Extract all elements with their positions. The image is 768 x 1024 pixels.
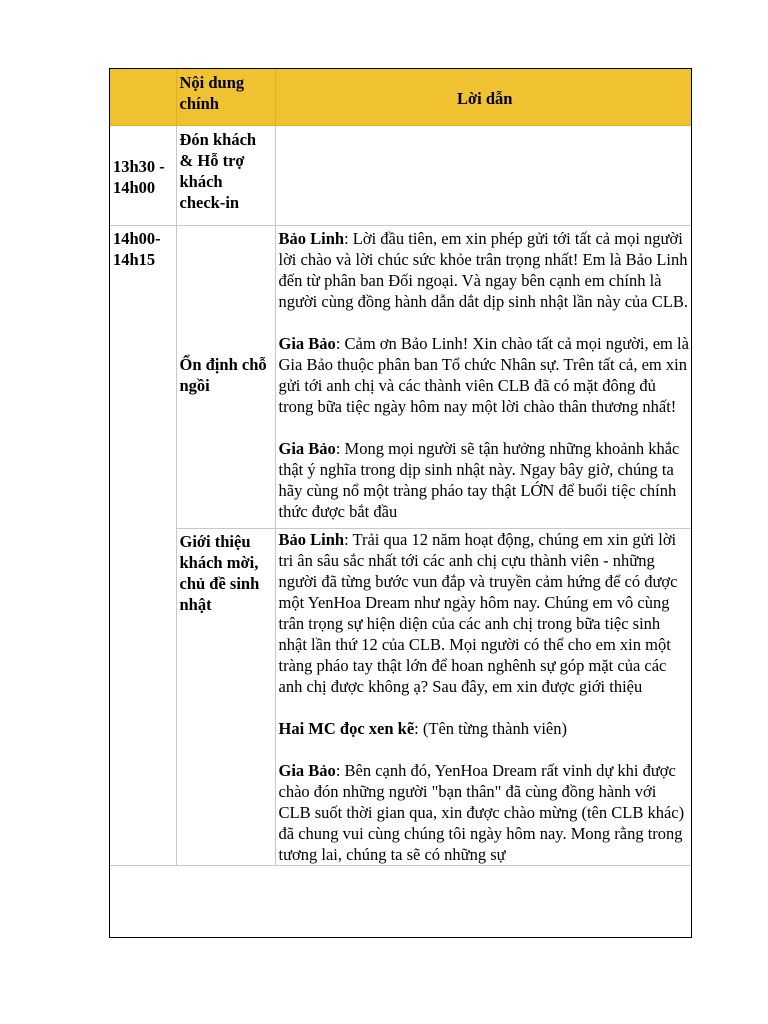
table-row <box>110 125 692 225</box>
header-main-content: Nội dung chính <box>176 69 275 125</box>
header-time <box>110 69 176 125</box>
row-topic: Giới thiệu khách mời, chủ đề sinh nhật <box>176 528 275 865</box>
script-text: : Trải qua 12 năm hoạt động, chúng em xin gửi lời tri ân sâu sắc nhất tới các anh chị cựu thành viên - những người đã từng bước vun đắp và truyền cảm hứng để có được một YenHoa Dream như ngày hôm nay. Chúng em vô cùng trân trọng sự hiện diện của các anh chị trong bữa tiệc sinh nhật lần thứ 12 của CLB. Mọi người có thể cho em xin một tràng pháo tay thật lớn để hoan nghênh sự góp mặt của các anh chị được không ạ? Sau đây, em xin được giới thiệu <box>278 529 678 696</box>
script-text: : Cảm ơn Bảo Linh! Xin chào tất cả mọi người, em là Gia Bảo thuộc phân ban Tổ chức Nhân sự. Trên tất cả, em xin gửi tới anh chị và các thành viên CLB đã có mặt đông đủ trong bữa tiệc ngày hôm nay một lời chào thân thương nhất! <box>278 333 689 416</box>
script-paragraph <box>279 438 692 522</box>
table-row <box>110 225 692 528</box>
row-time <box>110 528 176 865</box>
row-script <box>275 528 692 865</box>
row-time: 13h30 - 14h00 <box>110 125 176 225</box>
speaker-name: Bảo Linh <box>278 529 345 549</box>
script-paragraph <box>279 333 692 417</box>
speaker-name: Hai MC đọc xen kẽ <box>278 718 415 738</box>
row-topic: Đón khách & Hỗ trợ khách check-in <box>176 125 275 225</box>
program-table <box>109 68 692 938</box>
speaker-name: Bảo Linh <box>278 228 345 248</box>
script-text: : Lời đầu tiên, em xin phép gửi tới tất cả mọi người lời chào và lời chúc sức khỏe trân trọng nhất! Em là Bảo Linh đến từ phân ban Đối ngoại. Và ngay bên cạnh em chính là người cùng đồng hành dẫn dắt dịp sinh nhật lần này của CLB. <box>278 228 688 311</box>
speaker-name: Gia Bảo <box>278 760 336 780</box>
row-topic: Ổn định chỗ ngồi <box>176 225 275 528</box>
table-row <box>110 528 692 865</box>
script-paragraph <box>279 529 692 697</box>
script-paragraph <box>279 760 692 865</box>
script-text: : Bên cạnh đó, YenHoa Dream rất vinh dự khi được chào đón những người "bạn thân" đã cùng đồng hành với CLB suốt thời gian qua, xin được chào mừng (tên CLB khác) đã chung vui cùng chúng tôi ngày hôm nay. Mong rằng trong tương lai, chúng ta sẽ có những sự <box>278 760 685 864</box>
script-paragraph <box>279 718 692 739</box>
row-script <box>275 125 692 225</box>
script-text: : (Tên từng thành viên) <box>414 718 567 738</box>
schedule-table <box>110 69 692 866</box>
script-text: : Mong mọi người sẽ tận hưởng những khoảnh khắc thật ý nghĩa trong dịp sinh nhật này. Ngay bây giờ, chúng ta hãy cùng nổ một tràng pháo tay thật LỚN để buổi tiệc chính thức được bắt đầu <box>278 438 680 521</box>
script-paragraph <box>279 228 692 312</box>
speaker-name: Gia Bảo <box>278 438 336 458</box>
header-script: Lời dẫn <box>275 69 692 125</box>
row-script <box>275 225 692 528</box>
speaker-name: Gia Bảo <box>278 333 336 353</box>
row-time: 14h00-14h15 <box>110 225 176 528</box>
table-header-row <box>110 69 692 125</box>
